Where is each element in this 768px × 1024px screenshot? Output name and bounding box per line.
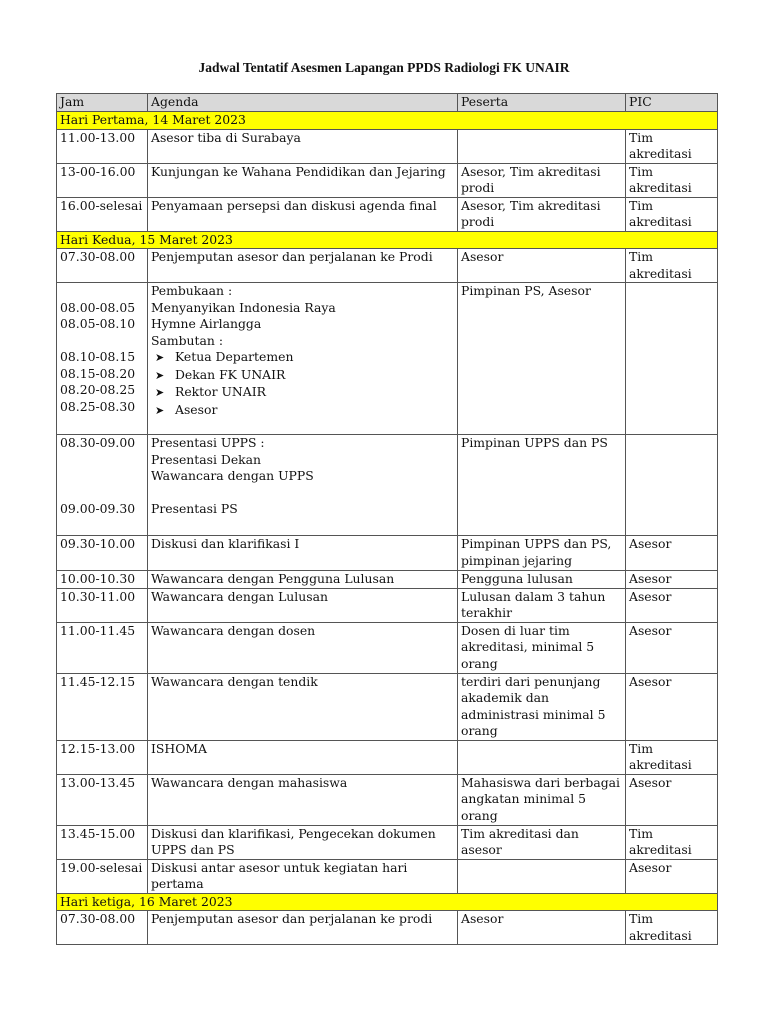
day-label: Hari ketiga, 16 Maret 2023 bbox=[57, 893, 718, 911]
cell-jam: 11.00-11.45 bbox=[57, 622, 148, 673]
jam-lines: 08.30-09.00 09.00-09.30 bbox=[60, 435, 136, 516]
cell-peserta: Lulusan dalam 3 tahun terakhir bbox=[458, 588, 626, 622]
list-item-label: Dekan FK UNAIR bbox=[175, 366, 286, 382]
document-title: Jadwal Tentatif Asesmen Lapangan PPDS Radiologi FK UNAIR bbox=[198, 60, 570, 75]
cell-agenda bbox=[148, 435, 458, 536]
cell-pic bbox=[626, 283, 718, 435]
cell-jam: 07.30-08.00 bbox=[57, 911, 148, 945]
table-row bbox=[57, 129, 718, 163]
cell-peserta: Asesor bbox=[458, 911, 626, 945]
table-row bbox=[57, 740, 718, 774]
cell-peserta bbox=[458, 740, 626, 774]
day-label: Hari Pertama, 14 Maret 2023 bbox=[57, 112, 718, 130]
arrow-bullet-icon: ➤ bbox=[155, 368, 165, 382]
cell-jam: 10.00-10.30 bbox=[57, 571, 148, 589]
agenda-lines: Presentasi UPPS : Presentasi Dekan Wawancara dengan UPPS Presentasi PS bbox=[151, 435, 314, 516]
cell-pic: Asesor bbox=[626, 536, 718, 571]
cell-jam: 09.30-10.00 bbox=[57, 536, 148, 571]
table-row bbox=[57, 911, 718, 945]
arrow-bullet-icon: ➤ bbox=[155, 351, 165, 364]
cell-pic: Asesor bbox=[626, 774, 718, 825]
cell-peserta: Pimpinan UPPS dan PS, pimpinan jejaring bbox=[458, 536, 626, 571]
cell-agenda: Diskusi antar asesor untuk kegiatan hari pertama bbox=[148, 859, 458, 893]
cell-peserta bbox=[458, 129, 626, 163]
table-row bbox=[57, 197, 718, 231]
table-row bbox=[57, 163, 718, 197]
table-row bbox=[57, 825, 718, 859]
cell-agenda: Wawancara dengan Lulusan bbox=[148, 588, 458, 622]
cell-agenda: Wawancara dengan mahasiswa bbox=[148, 774, 458, 825]
arrow-bullet-icon: ➤ bbox=[155, 386, 165, 399]
cell-pic: Tim akreditasi bbox=[626, 197, 718, 231]
cell-jam: 13-00-16.00 bbox=[57, 163, 148, 197]
list-item-label: Ketua Departemen bbox=[175, 349, 294, 364]
cell-agenda: Wawancara dengan tendik bbox=[148, 673, 458, 740]
arrow-bullet-icon: ➤ bbox=[155, 403, 165, 417]
column-header-jam: Jam bbox=[57, 94, 148, 112]
list-item bbox=[151, 367, 454, 385]
cell-pic bbox=[626, 435, 718, 536]
table-row bbox=[57, 283, 718, 435]
cell-pic: Asesor bbox=[626, 571, 718, 589]
table-row bbox=[57, 435, 718, 536]
cell-pic: Asesor bbox=[626, 588, 718, 622]
cell-peserta: Tim akreditasi dan asesor bbox=[458, 825, 626, 859]
column-header-peserta: Peserta bbox=[458, 94, 626, 112]
cell-agenda: ISHOMA bbox=[148, 740, 458, 774]
table-row bbox=[57, 249, 718, 283]
cell-peserta: Pimpinan UPPS dan PS bbox=[458, 435, 626, 536]
table-row bbox=[57, 774, 718, 825]
cell-jam: 11.45-12.15 bbox=[57, 673, 148, 740]
cell-peserta: Asesor, Tim akreditasi prodi bbox=[458, 197, 626, 231]
list-item-label: Asesor bbox=[175, 401, 218, 417]
cell-pic: Tim akreditasi bbox=[626, 249, 718, 283]
column-header-pic: PIC bbox=[626, 94, 718, 112]
list-item-label: Rektor UNAIR bbox=[175, 384, 266, 399]
cell-jam bbox=[57, 435, 148, 536]
cell-agenda: Asesor tiba di Surabaya bbox=[148, 129, 458, 163]
day-row-1 bbox=[57, 112, 718, 130]
cell-peserta: Asesor, Tim akreditasi prodi bbox=[458, 163, 626, 197]
table-header-row bbox=[57, 94, 718, 112]
cell-jam: 11.00-13.00 bbox=[57, 129, 148, 163]
cell-peserta bbox=[458, 859, 626, 893]
cell-pic: Asesor bbox=[626, 622, 718, 673]
cell-agenda bbox=[148, 283, 458, 435]
cell-peserta: Mahasiswa dari berbagai angkatan minimal 5 orang bbox=[458, 774, 626, 825]
cell-jam: 10.30-11.00 bbox=[57, 588, 148, 622]
sambutan-list bbox=[151, 349, 454, 419]
table-row bbox=[57, 536, 718, 571]
cell-jam: 13.45-15.00 bbox=[57, 825, 148, 859]
cell-pic: Tim akreditasi bbox=[626, 129, 718, 163]
day-label: Hari Kedua, 15 Maret 2023 bbox=[57, 231, 718, 249]
list-item bbox=[151, 402, 454, 420]
table-row bbox=[57, 588, 718, 622]
cell-peserta: Asesor bbox=[458, 249, 626, 283]
cell-jam: 13.00-13.45 bbox=[57, 774, 148, 825]
table-row bbox=[57, 859, 718, 893]
cell-agenda: Penjemputan asesor dan perjalanan ke prodi bbox=[148, 911, 458, 945]
cell-pic: Tim akreditasi bbox=[626, 825, 718, 859]
cell-pic: Tim akreditasi bbox=[626, 740, 718, 774]
cell-agenda: Wawancara dengan Pengguna Lulusan bbox=[148, 571, 458, 589]
list-item bbox=[151, 384, 454, 402]
cell-pic: Tim akreditasi bbox=[626, 911, 718, 945]
cell-peserta: Dosen di luar tim akreditasi, minimal 5 orang bbox=[458, 622, 626, 673]
cell-pic: Tim akreditasi bbox=[626, 163, 718, 197]
cell-peserta: Pengguna lulusan bbox=[458, 571, 626, 589]
agenda-lines: Pembukaan : Menyanyikan Indonesia Raya Hymne Airlangga Sambutan : bbox=[151, 283, 336, 348]
cell-peserta: Pimpinan PS, Asesor bbox=[458, 283, 626, 435]
day-row-3 bbox=[57, 893, 718, 911]
table-row bbox=[57, 622, 718, 673]
table-row bbox=[57, 673, 718, 740]
cell-agenda: Wawancara dengan dosen bbox=[148, 622, 458, 673]
list-item bbox=[151, 349, 454, 367]
table-row bbox=[57, 571, 718, 589]
jam-lines: 08.00-08.05 08.05-08.10 08.10-08.15 08.15-08.20 08.20-08.25 08.25-08.30 bbox=[60, 299, 136, 414]
cell-pic: Asesor bbox=[626, 859, 718, 893]
cell-agenda: Penyamaan persepsi dan diskusi agenda final bbox=[148, 197, 458, 231]
cell-peserta: terdiri dari penunjang akademik dan administrasi minimal 5 orang bbox=[458, 673, 626, 740]
schedule-table bbox=[56, 93, 718, 945]
cell-jam: 12.15-13.00 bbox=[57, 740, 148, 774]
column-header-agenda: Agenda bbox=[148, 94, 458, 112]
cell-jam: 16.00-selesai bbox=[57, 197, 148, 231]
cell-agenda: Diskusi dan klarifikasi, Pengecekan dokumen UPPS dan PS bbox=[148, 825, 458, 859]
cell-jam bbox=[57, 283, 148, 435]
cell-agenda: Penjemputan asesor dan perjalanan ke Prodi bbox=[148, 249, 458, 283]
cell-agenda: Diskusi dan klarifikasi I bbox=[148, 536, 458, 571]
cell-pic: Asesor bbox=[626, 673, 718, 740]
cell-agenda: Kunjungan ke Wahana Pendidikan dan Jejaring bbox=[148, 163, 458, 197]
cell-jam: 07.30-08.00 bbox=[57, 249, 148, 283]
day-row-2 bbox=[57, 231, 718, 249]
cell-jam: 19.00-selesai bbox=[57, 859, 148, 893]
